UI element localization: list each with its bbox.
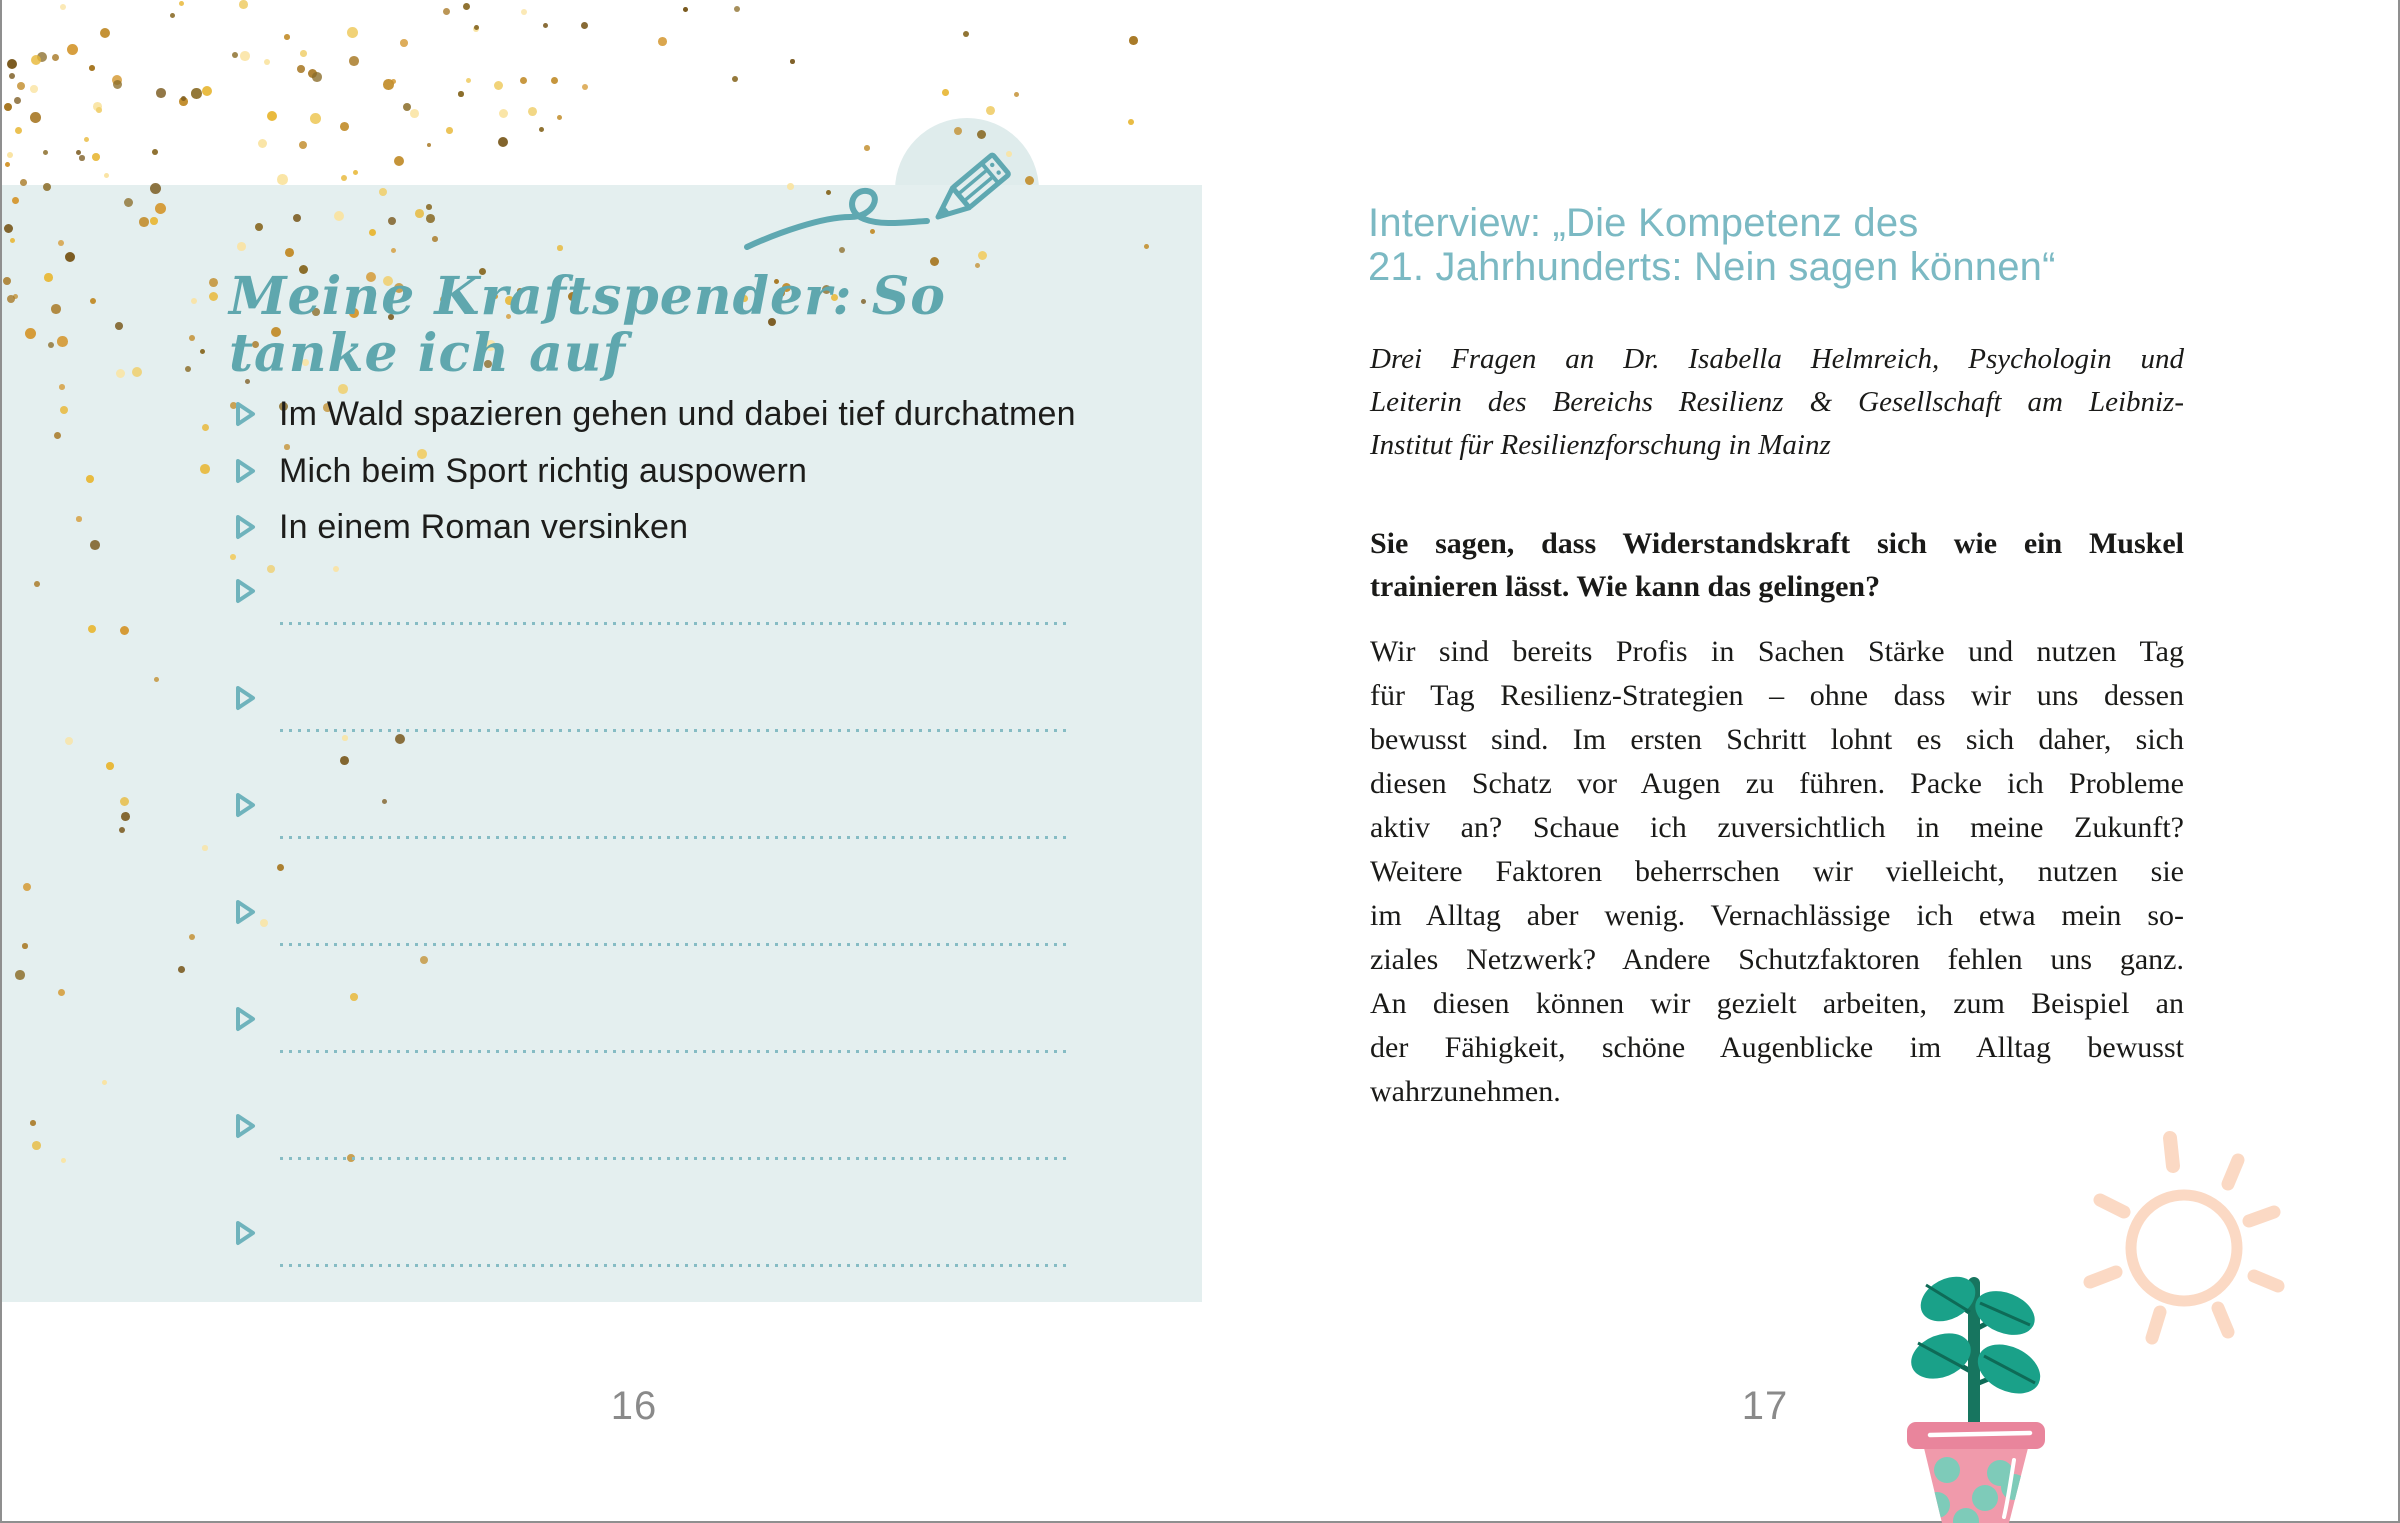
dotted-writing-line	[280, 943, 1072, 946]
confetti-dot	[942, 89, 949, 96]
question-line: Sie sagen, dass Widerstandskraft sich wie ein Muskel	[1370, 527, 2184, 560]
confetti-dot	[60, 406, 68, 414]
confetti-dot	[17, 82, 25, 90]
triangle-bullet-icon	[235, 792, 256, 818]
confetti-dot	[340, 756, 349, 765]
dotted-writing-line	[280, 1157, 1072, 1160]
confetti-dot	[89, 65, 95, 71]
confetti-dot	[32, 1141, 41, 1150]
confetti-dot	[139, 217, 149, 227]
confetti-dot	[104, 173, 109, 178]
confetti-dot	[170, 13, 175, 18]
confetti-dot	[232, 52, 238, 58]
confetti-dot	[240, 51, 250, 61]
confetti-dot	[426, 214, 435, 223]
confetti-dot	[79, 155, 85, 161]
confetti-dot	[474, 25, 479, 30]
confetti-dot	[52, 54, 59, 61]
confetti-dot	[410, 109, 419, 118]
intro-line: Leiterin des Bereichs Resilienz & Gesellschaft am Leibniz-	[1370, 386, 2184, 418]
confetti-dot	[581, 22, 588, 29]
confetti-dot	[230, 554, 236, 560]
confetti-dot	[189, 335, 195, 341]
confetti-dot	[96, 107, 102, 113]
list-item-label: Im Wald spazieren gehen und dabei tief durchatmen	[279, 394, 1076, 433]
confetti-dot	[209, 278, 218, 287]
confetti-dot	[113, 80, 122, 89]
confetti-dot	[191, 298, 197, 304]
confetti-dot	[683, 7, 688, 12]
confetti-dot	[349, 56, 359, 66]
confetti-dot	[191, 88, 202, 99]
confetti-dot	[415, 209, 424, 218]
page-number-right: 17	[1741, 1384, 1789, 1428]
answer-line: im Alltag aber wenig. Vernachlässige ich etwa mein so-	[1370, 899, 2184, 932]
list-item-label: In einem Roman versinken	[279, 507, 689, 546]
dotted-writing-line	[280, 1050, 1072, 1053]
confetti-dot	[539, 127, 544, 132]
answer-line: ziales Netzwerk? Andere Schutzfaktoren fehlen uns ganz.	[1370, 943, 2184, 976]
triangle-bullet-icon	[235, 685, 256, 711]
confetti-dot	[1128, 119, 1134, 125]
confetti-dot	[31, 55, 41, 65]
confetti-dot	[443, 8, 450, 15]
confetti-dot	[494, 81, 503, 90]
answer-line: An diesen können wir gezielt arbeiten, zum Beispiel an	[1370, 987, 2184, 1020]
confetti-dot	[264, 59, 270, 65]
page-number-left: 16	[610, 1384, 658, 1428]
confetti-dot	[202, 86, 212, 96]
confetti-dot	[43, 150, 48, 155]
confetti-dot	[120, 626, 129, 635]
confetti-dot	[963, 31, 969, 37]
confetti-dot	[350, 993, 358, 1001]
confetti-dot	[30, 85, 38, 93]
confetti-dot	[106, 762, 114, 770]
article-heading-line: Interview: „Die Kompetenz des	[1368, 201, 1919, 245]
triangle-bullet-icon	[235, 401, 256, 427]
confetti-dot	[7, 152, 13, 158]
answer-paragraph	[1370, 630, 2184, 1114]
confetti-dot	[189, 934, 195, 940]
confetti-dot	[65, 737, 73, 745]
confetti-dot	[121, 812, 130, 821]
confetti-dot	[200, 464, 210, 474]
confetti-dot	[59, 384, 65, 390]
confetti-dot	[34, 581, 40, 587]
confetti-dot	[458, 91, 464, 97]
confetti-dot	[57, 336, 68, 347]
confetti-dot	[100, 28, 110, 38]
confetti-dot	[658, 37, 667, 46]
squiggle-line	[747, 191, 927, 247]
confetti-dot	[551, 77, 558, 84]
intro-paragraph	[1370, 338, 2184, 467]
confetti-dot	[25, 328, 36, 339]
confetti-dot	[732, 76, 738, 82]
confetti-dot	[299, 141, 307, 149]
confetti-dot	[427, 143, 431, 147]
confetti-dot	[185, 366, 191, 372]
confetti-dot	[239, 0, 248, 9]
answer-line: wahrzunehmen.	[1370, 1075, 1561, 1108]
confetti-dot	[61, 1158, 66, 1163]
confetti-dot	[1144, 244, 1149, 249]
confetti-dot	[400, 39, 408, 47]
confetti-dot	[51, 304, 61, 314]
confetti-dot	[353, 170, 358, 175]
confetti-dot	[463, 3, 470, 10]
confetti-dot	[86, 475, 94, 483]
empty-fill-in-row	[235, 578, 1095, 628]
confetti-dot	[285, 248, 294, 257]
dotted-writing-line	[280, 729, 1072, 732]
confetti-dot	[528, 107, 537, 116]
answer-line: Wir sind bereits Profis in Sachen Stärke und nutzen Tag	[1370, 635, 2184, 668]
empty-fill-in-row	[235, 899, 1095, 949]
confetti-dot	[23, 883, 31, 891]
confetti-dot	[178, 966, 185, 973]
confetti-dot	[156, 88, 166, 98]
confetti-dot	[92, 153, 100, 161]
confetti-dot	[284, 34, 290, 40]
answer-line: diesen Schatz vor Augen zu führen. Packe ich Probleme	[1370, 767, 2184, 800]
confetti-dot	[60, 4, 66, 10]
confetti-dot	[258, 139, 267, 148]
confetti-dot	[557, 115, 562, 120]
confetti-dot	[388, 217, 396, 225]
answer-line: für Tag Resilienz-Strategien – ohne dass wir uns dessen	[1370, 679, 2184, 712]
confetti-dot	[209, 292, 218, 301]
triangle-bullet-icon	[235, 578, 256, 604]
empty-fill-in-row	[235, 1220, 1095, 1270]
confetti-dot	[15, 127, 22, 134]
confetti-dot	[277, 174, 288, 185]
confetti-dot	[4, 103, 12, 111]
confetti-dot	[44, 273, 53, 282]
confetti-dot	[446, 127, 453, 134]
confetti-dot	[394, 156, 404, 166]
confetti-dot	[20, 179, 27, 186]
empty-fill-in-row	[235, 792, 1095, 842]
confetti-dot	[340, 122, 349, 131]
confetti-dot	[15, 970, 25, 980]
confetti-dot	[58, 240, 64, 246]
triangle-bullet-icon	[235, 1220, 256, 1246]
potted-plant-icon	[1882, 1255, 2142, 1523]
empty-fill-in-row	[235, 1006, 1095, 1056]
confetti-dot	[5, 162, 10, 167]
answer-line: bewusst sind. Im ersten Schritt lohnt es sich daher, sich	[1370, 723, 2184, 756]
triangle-bullet-icon	[235, 899, 256, 925]
confetti-dot	[466, 78, 471, 83]
list-item	[235, 505, 1155, 549]
confetti-dot	[58, 989, 65, 996]
list-item	[235, 392, 1155, 436]
confetti-dot	[432, 236, 438, 242]
confetti-dot	[22, 943, 28, 949]
confetti-dot	[84, 137, 89, 142]
dotted-writing-line	[280, 836, 1072, 839]
answer-line: der Fähigkeit, schöne Augenblicke im Alltag bewusst	[1370, 1031, 2184, 1064]
confetti-dot	[30, 112, 41, 123]
confetti-dot	[179, 1, 184, 6]
confetti-dot	[520, 77, 527, 84]
confetti-dot	[342, 735, 348, 741]
triangle-bullet-icon	[235, 514, 256, 540]
confetti-dot	[90, 540, 100, 550]
triangle-bullet-icon	[235, 458, 256, 484]
confetti-dot	[76, 516, 82, 522]
article-heading	[1368, 201, 2228, 289]
confetti-dot	[7, 59, 17, 69]
question-line: trainieren lässt. Wie kann das gelingen?	[1370, 570, 1881, 603]
confetti-dot	[67, 44, 78, 55]
list-item	[235, 449, 1155, 493]
confetti-dot	[154, 677, 159, 682]
dotted-writing-line	[280, 622, 1072, 625]
confetti-dot	[237, 242, 246, 251]
confetti-dot	[115, 322, 123, 330]
confetti-dot	[300, 50, 307, 57]
confetti-dot	[267, 565, 275, 573]
confetti-dot	[310, 113, 321, 124]
confetti-dot	[557, 245, 563, 251]
article-heading-line: 21. Jahrhunderts: Nein sagen können“	[1368, 245, 2056, 289]
confetti-dot	[155, 203, 166, 214]
answer-line: Weitere Faktoren beherrschen wir vielleicht, nutzen sie	[1370, 855, 2184, 888]
confetti-dot	[403, 103, 411, 111]
confetti-dot	[986, 106, 995, 115]
confetti-dot	[9, 73, 15, 79]
confetti-dot	[383, 79, 394, 90]
confetti-dot	[312, 72, 322, 82]
confetti-dot	[297, 65, 305, 73]
empty-fill-in-row	[235, 1113, 1095, 1163]
confetti-dot	[150, 183, 161, 194]
confetti-dot	[790, 59, 795, 64]
page-title: Meine Kraftspender: So tanke ich auf	[229, 266, 946, 385]
confetti-dot	[152, 149, 158, 155]
confetti-dot	[426, 204, 432, 210]
list-item-label: Mich beim Sport richtig auspowern	[279, 451, 808, 490]
triangle-bullet-icon	[235, 1113, 256, 1139]
confetti-dot	[267, 111, 277, 121]
confetti-dot	[499, 109, 508, 118]
confetti-dot	[14, 97, 21, 104]
interview-question	[1370, 522, 2184, 608]
confetti-dot	[12, 197, 19, 204]
confetti-dot	[150, 217, 158, 225]
intro-line: Drei Fragen an Dr. Isabella Helmreich, Psychologin und	[1370, 343, 2184, 375]
confetti-dot	[734, 6, 740, 12]
dotted-writing-line	[280, 1264, 1072, 1267]
confetti-dot	[341, 175, 347, 181]
confetti-dot	[543, 23, 548, 28]
confetti-dot	[521, 9, 527, 15]
confetti-dot	[202, 845, 208, 851]
confetti-dot	[30, 1120, 36, 1126]
pencil-icon	[692, 125, 1022, 255]
answer-line: aktiv an? Schaue ich zuversichtlich in meine Zukunft?	[1370, 811, 2184, 844]
triangle-bullet-icon	[235, 1006, 256, 1032]
confetti-dot	[1129, 36, 1138, 45]
confetti-dot	[1014, 92, 1019, 97]
confetti-dot	[498, 137, 508, 147]
intro-line: Institut für Resilienzforschung in Mainz	[1370, 429, 1831, 461]
confetti-dot	[395, 734, 405, 744]
empty-fill-in-row	[235, 685, 1095, 735]
confetti-dot	[347, 27, 358, 38]
confetti-dot	[582, 84, 588, 90]
